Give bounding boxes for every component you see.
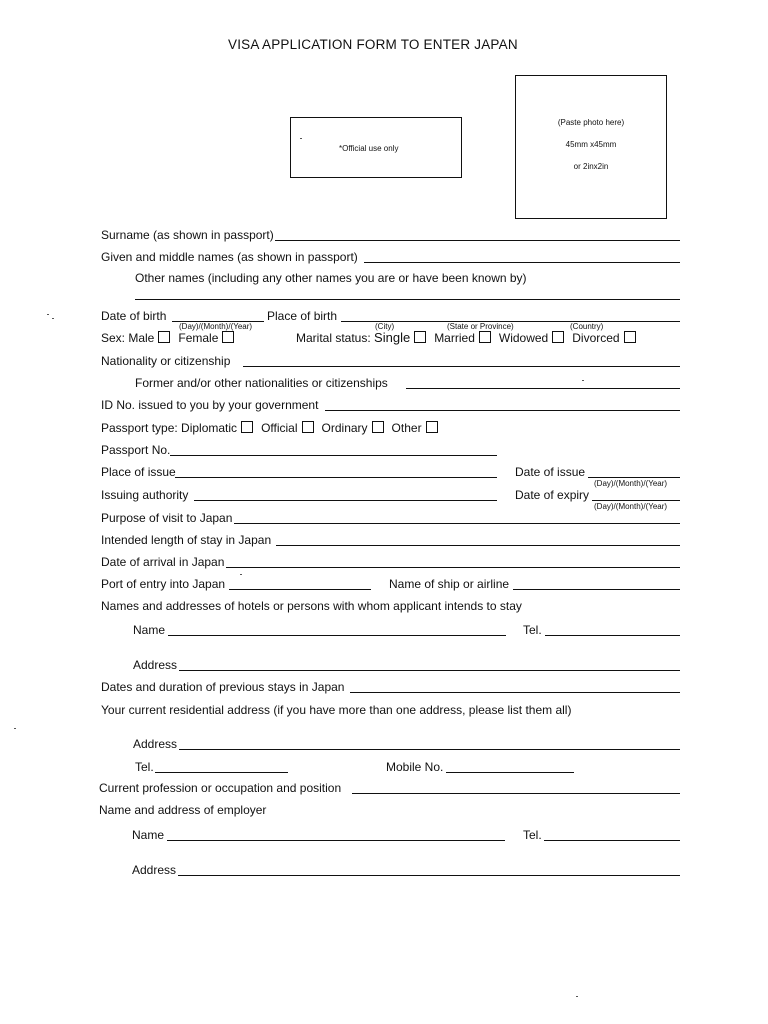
official-use-box: [290, 117, 462, 178]
form-title: VISA APPLICATION FORM TO ENTER JAPAN: [228, 37, 518, 52]
official-checkbox[interactable]: [302, 421, 314, 433]
issuing-authority-field[interactable]: [194, 500, 497, 501]
surname-field[interactable]: [275, 240, 680, 241]
country-hint: (Country): [570, 322, 604, 331]
res-tel-field[interactable]: [155, 772, 288, 773]
photo-size-mm: 45mm x45mm: [565, 140, 617, 149]
single-checkbox[interactable]: [414, 331, 426, 343]
profession-field[interactable]: [352, 793, 680, 794]
photo-box[interactable]: [515, 75, 667, 219]
given-names-label: Given and middle names (as shown in passport): [101, 250, 358, 264]
nationality-field[interactable]: [243, 366, 680, 367]
ordinary-checkbox[interactable]: [372, 421, 384, 433]
purpose-field[interactable]: [234, 523, 680, 524]
ship-or-airline-field[interactable]: [513, 589, 680, 590]
official-label: Official: [261, 421, 298, 435]
female-checkbox[interactable]: [222, 331, 234, 343]
passport-no-field[interactable]: [170, 455, 497, 456]
divorced-label: Divorced: [572, 331, 620, 345]
employer-tel-field[interactable]: [544, 840, 680, 841]
previous-stays-field[interactable]: [350, 692, 680, 693]
hotel-name-label: Name: [133, 623, 166, 637]
former-nationalities-field[interactable]: [406, 388, 680, 389]
port-of-entry-field[interactable]: [229, 589, 371, 590]
res-mobile-label: Mobile No.: [386, 760, 444, 774]
surname-label: Surname (as shown in passport): [101, 228, 274, 242]
date-of-arrival-label: Date of arrival in Japan: [101, 555, 225, 569]
res-address-field[interactable]: [179, 749, 680, 750]
scan-speck: [52, 318, 54, 319]
scan-speck: [14, 728, 16, 729]
other-checkbox[interactable]: [426, 421, 438, 433]
other-names-label: Other names (including any other names you are or have been known by): [135, 271, 527, 285]
married-checkbox[interactable]: [479, 331, 491, 343]
widowed-checkbox[interactable]: [552, 331, 564, 343]
other-names-field[interactable]: [135, 299, 680, 300]
official-use-label: *Official use only: [339, 144, 399, 153]
id-no-field[interactable]: [325, 410, 680, 411]
married-label: Married: [434, 331, 475, 345]
marital-status-label: Marital status:: [296, 331, 371, 345]
residential-address-heading: Your current residential address (if you have more than one address, please list them all): [101, 703, 572, 717]
hotels-heading: Names and addresses of hotels or persons with whom applicant intends to stay: [101, 599, 522, 613]
date-of-expiry-label: Date of expiry: [515, 488, 590, 502]
female-label: Female: [178, 331, 219, 345]
res-tel-label: Tel.: [135, 760, 154, 774]
hotel-tel-label: Tel.: [523, 623, 542, 637]
profession-label: Current profession or occupation and position: [99, 781, 342, 795]
scan-speck: [47, 314, 49, 315]
hotel-address-label: Address: [133, 658, 178, 672]
previous-stays-label: Dates and duration of previous stays in Japan: [101, 680, 345, 694]
city-hint: (City): [375, 322, 395, 331]
hotel-address-field[interactable]: [179, 670, 680, 671]
diplomatic-checkbox[interactable]: [241, 421, 253, 433]
ship-or-airline-label: Name of ship or airline: [389, 577, 510, 591]
place-of-issue-label: Place of issue: [101, 465, 176, 479]
place-of-issue-field[interactable]: [175, 477, 497, 478]
divorced-checkbox[interactable]: [624, 331, 636, 343]
employer-name-label: Name: [132, 828, 165, 842]
employer-name-field[interactable]: [167, 840, 505, 841]
former-nationalities-label: Former and/or other nationalities or citizenships: [135, 376, 388, 390]
passport-type-label: Passport type: Diplomatic: [101, 421, 238, 435]
length-of-stay-label: Intended length of stay in Japan: [101, 533, 272, 547]
employer-tel-label: Tel.: [523, 828, 542, 842]
hotel-tel-field[interactable]: [545, 635, 680, 636]
scan-speck: [576, 996, 578, 997]
other-label: Other: [391, 421, 422, 435]
port-of-entry-label: Port of entry into Japan: [101, 577, 226, 591]
scan-speck: [240, 574, 242, 575]
photo-size-in: or 2inx2in: [573, 162, 609, 171]
sex-male-label: Sex: Male: [101, 331, 155, 345]
single-label: Single: [374, 330, 411, 345]
widowed-label: Widowed: [498, 331, 549, 345]
scan-speck: [582, 380, 584, 381]
employer-heading: Name and address of employer: [99, 803, 267, 817]
photo-instruction: (Paste photo here): [557, 118, 625, 127]
issue-format-hint: (Day)/(Month)/(Year): [594, 479, 668, 488]
id-no-label: ID No. issued to you by your government: [101, 398, 319, 412]
date-of-issue-label: Date of issue: [515, 465, 586, 479]
date-of-expiry-field[interactable]: [592, 500, 680, 501]
place-of-birth-label: Place of birth: [267, 309, 338, 323]
date-of-issue-field[interactable]: [588, 477, 680, 478]
ordinary-label: Ordinary: [321, 421, 368, 435]
dob-format-hint: (Day)/(Month)/(Year): [179, 322, 253, 331]
nationality-label: Nationality or citizenship: [101, 354, 231, 368]
date-of-arrival-field[interactable]: [226, 567, 680, 568]
hotel-name-field[interactable]: [168, 635, 506, 636]
res-mobile-field[interactable]: [446, 772, 574, 773]
employer-address-field[interactable]: [178, 875, 680, 876]
res-address-label: Address: [133, 737, 178, 751]
passport-no-label: Passport No.: [101, 443, 171, 457]
purpose-label: Purpose of visit to Japan: [101, 511, 233, 525]
employer-address-label: Address: [132, 863, 177, 877]
state-hint: (State or Province): [447, 322, 514, 331]
male-checkbox[interactable]: [158, 331, 170, 343]
issuing-authority-label: Issuing authority: [101, 488, 189, 502]
expiry-format-hint: (Day)/(Month)/(Year): [594, 502, 668, 511]
date-of-birth-label: Date of birth: [101, 309, 167, 323]
given-names-field[interactable]: [364, 262, 680, 263]
scan-speck: [300, 138, 302, 139]
length-of-stay-field[interactable]: [276, 545, 680, 546]
